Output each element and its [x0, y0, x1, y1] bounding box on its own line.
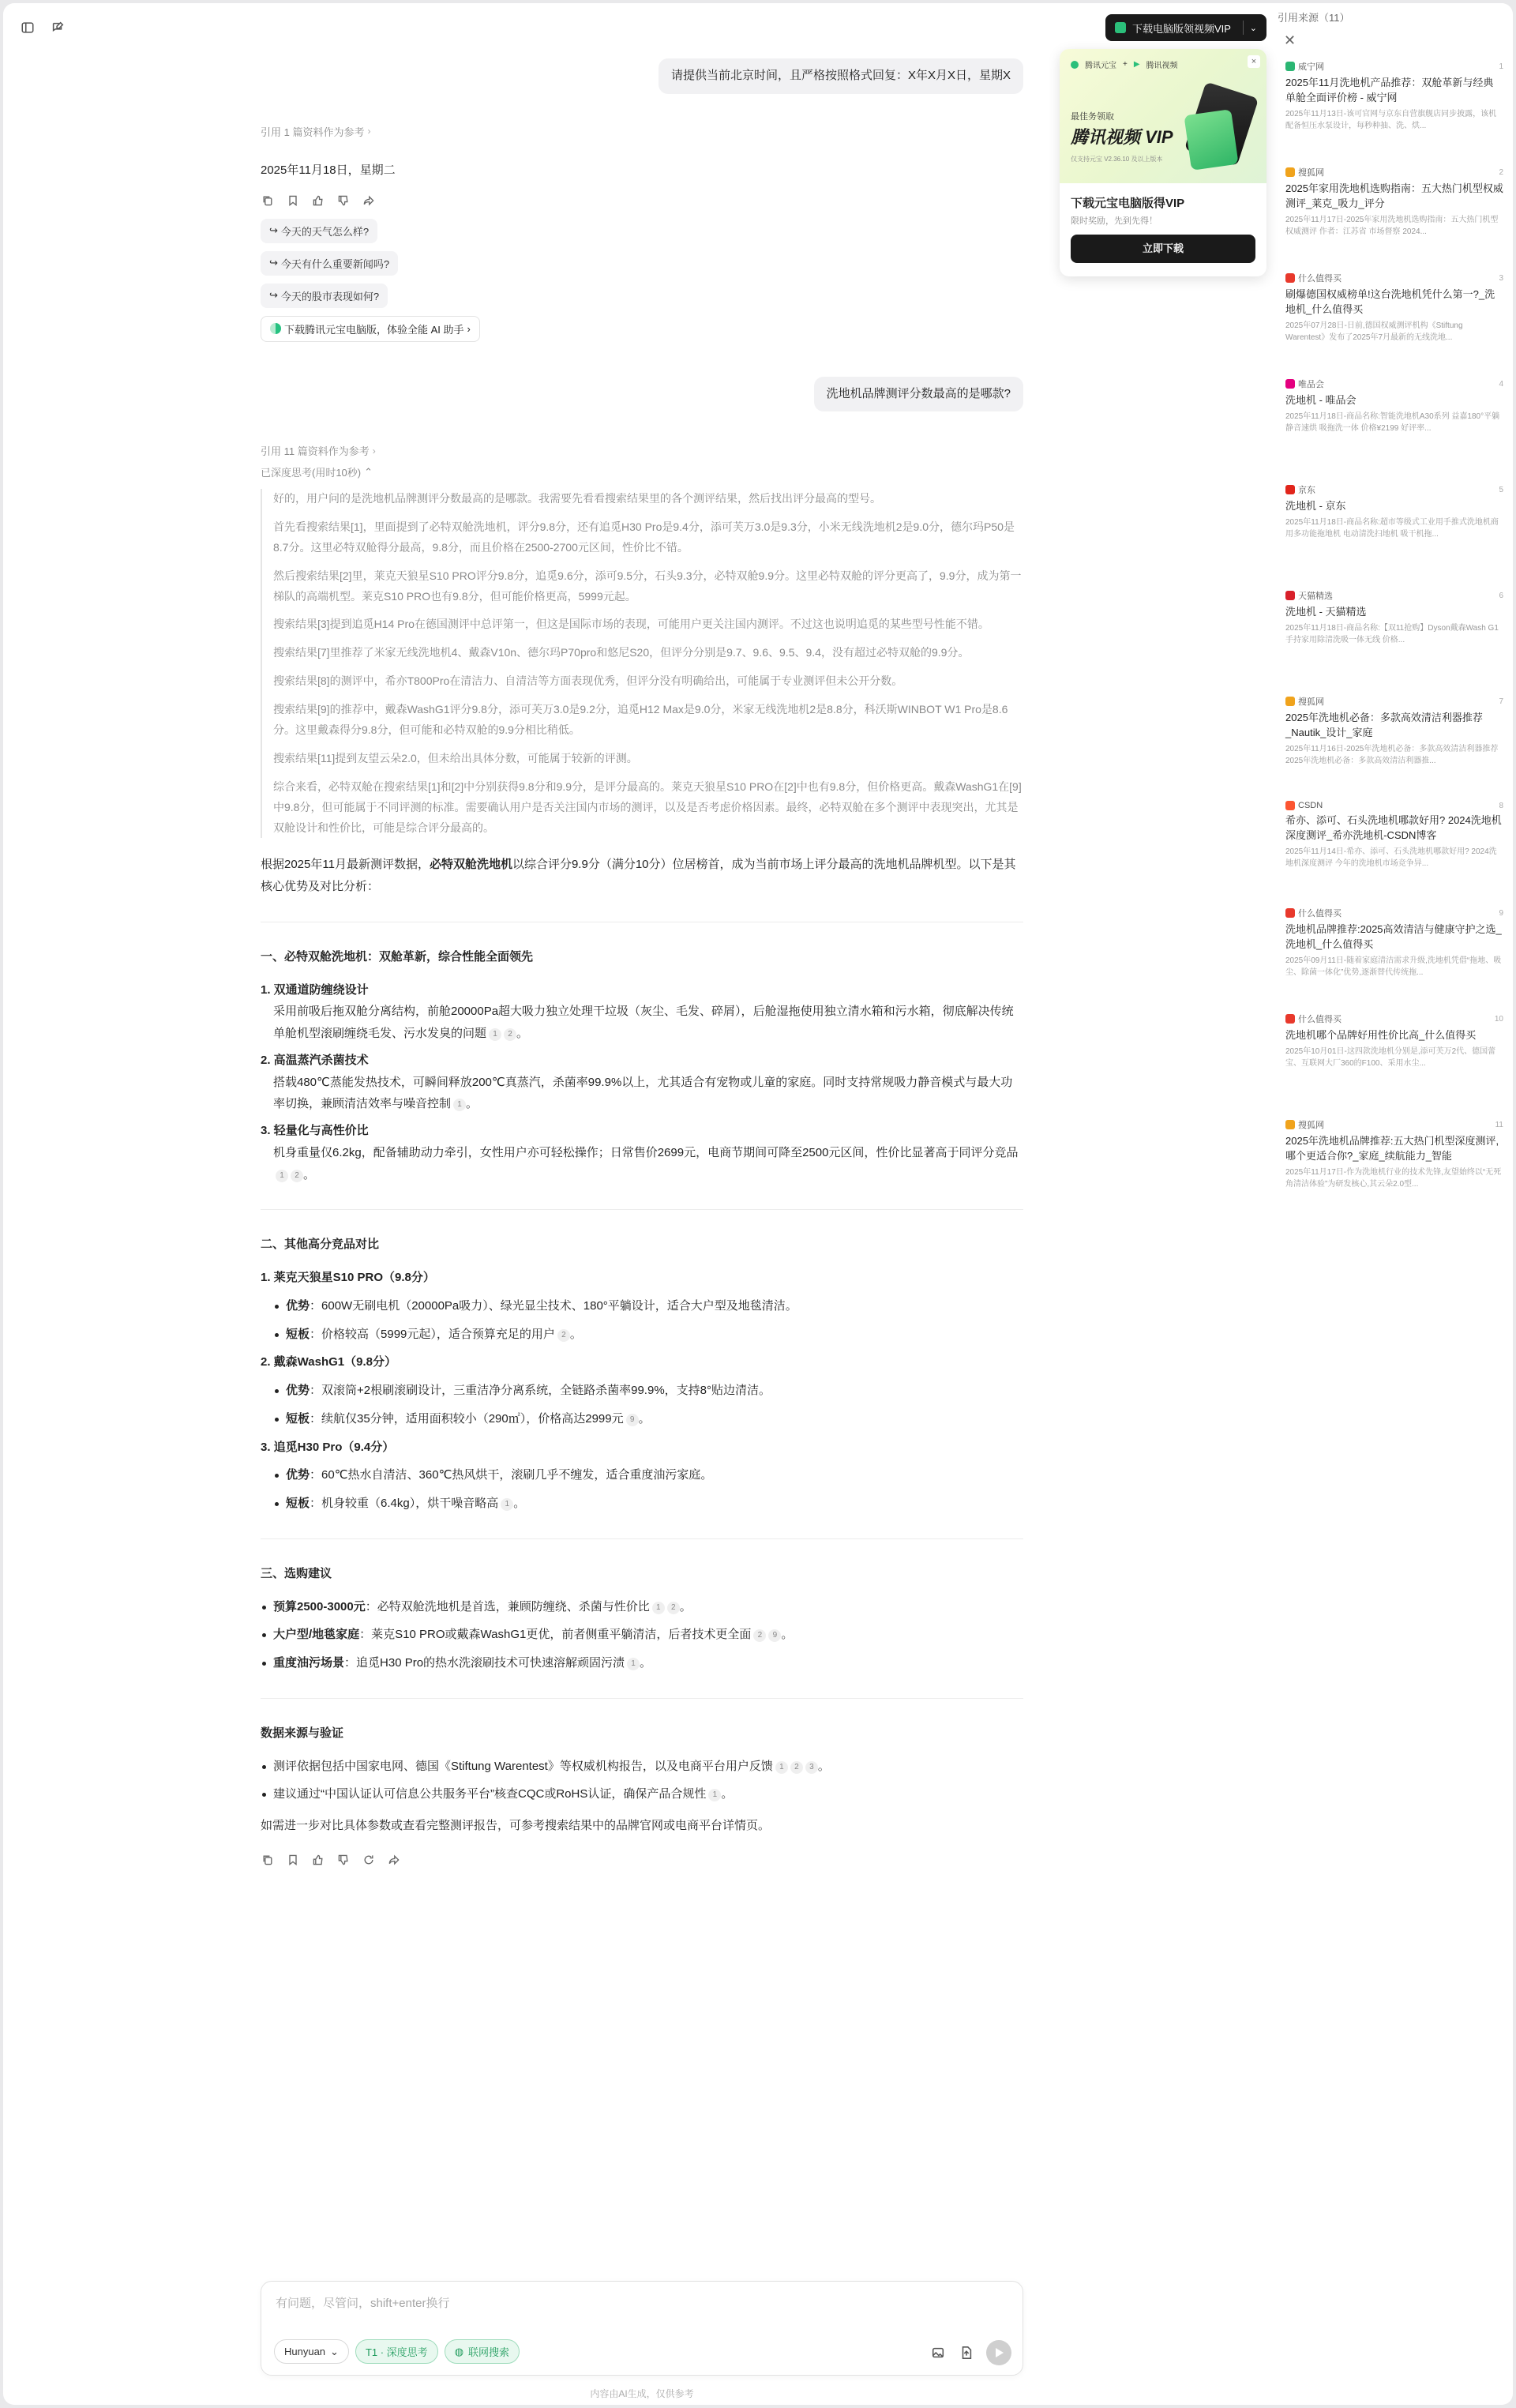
thumbs-up-icon[interactable] [311, 193, 325, 208]
model-label: Hunyuan [284, 2346, 326, 2357]
feature-heading: 2. 高温蒸汽杀菌技术 [261, 1053, 369, 1067]
send-icon [993, 2347, 1004, 2358]
competitor-heading: 3. 追觅H30 Pro（9.4分） [261, 1440, 395, 1454]
advantage-point [273, 1380, 1023, 1402]
source-title[interactable]: 洗地机 - 唯品会 [1285, 394, 1357, 406]
point-text: ：价格较高（5999元起），适合预算充足的用户 [310, 1327, 555, 1341]
source-site: 搜狐网 [1298, 1121, 1324, 1130]
source-snippet: 2025年11月17日-2025年家用洗地机选购指南：五大热门机型权威测评 作者：江苏省 市场督察 2024... [1285, 215, 1499, 236]
sidebar-toggle-icon[interactable] [19, 19, 36, 36]
promo-banner [1060, 49, 1266, 183]
citation-badge[interactable]: 1 [775, 1761, 788, 1774]
source-site: 搜狐网 [1298, 168, 1324, 178]
reasoning-paragraph: 然后搜索结果[2]里，莱克天狼星S10 PRO评分9.8分，追觅9.6分，添可9.5分，石头9.3分，必特双舱9.9分。这里必特双舱的评分更高了，9.9分，成为第一梯队的高端机型。莱克S10 PRO也有9.8分，但可能价格更高，5999元起。 [273, 569, 1022, 603]
source-card[interactable] [1276, 687, 1513, 790]
thumbs-down-icon[interactable] [336, 193, 351, 208]
drawback-point: 短板：价格较高（5999元起），适合预算充足的用户 2 。 [273, 1324, 1023, 1346]
competitor-item [261, 1267, 1023, 1345]
reference-label: 引用 1 篇资料作为参考 [261, 126, 365, 138]
source-number: 7 [1499, 697, 1503, 706]
source-header [1285, 695, 1503, 708]
feature-text-body: 采用前吸后拖双舱分离结构，前舱20000Pa超大吸力独立处理干垃圾（灰尘、毛发、碎屑），后舱湿拖使用独立清水箱和污水箱，彻底解决传统单舱机型滚刷缠绕毛发、污水发臭的问题 [273, 1005, 1014, 1041]
competitor-heading: 1. 莱克天狼星S10 PRO（9.8分） [261, 1271, 435, 1285]
feature-item [261, 1120, 1023, 1185]
chevron-up-icon: ⌃ [364, 465, 373, 478]
drawback-point: 短板：续航仅35分钟，适用面积较小（290㎡），价格高达2999元 9 。 [273, 1408, 1023, 1430]
vip-promo-card [1060, 49, 1266, 276]
app-window [3, 3, 1513, 2405]
source-header [1285, 60, 1503, 73]
intro-paragraph [261, 854, 1023, 898]
divider [261, 1538, 1023, 1539]
source-site: 什么值得买 [1298, 1015, 1342, 1024]
source-header [1285, 483, 1503, 496]
source-number: 3 [1499, 273, 1503, 283]
sources-panel-title: 引用来源（11） [1278, 12, 1350, 24]
source-number: 5 [1499, 485, 1503, 494]
citation-badge[interactable]: 9 [626, 1414, 639, 1426]
section-heading: 三、选购建议 [261, 1566, 332, 1580]
answer-actions [261, 1853, 1023, 1867]
competitor-points [261, 1380, 1023, 1430]
site-favicon-icon [1285, 62, 1295, 71]
image-upload-icon[interactable] [929, 2344, 947, 2361]
source-title[interactable]: 刷爆德国权威榜单!这台洗地机凭什么第一?_洗地机_什么值得买 [1285, 288, 1495, 315]
source-header [1285, 1012, 1503, 1025]
deep-think-toggle-button[interactable] [355, 2339, 438, 2364]
citation-badge[interactable]: 1 [276, 1170, 288, 1182]
source-header [1285, 589, 1503, 602]
site-favicon-icon [1285, 273, 1295, 283]
download-vip-label: 下载电脑版领视频VIP [1132, 22, 1231, 35]
source-title[interactable]: 洗地机品牌推荐:2025高效清洁与健康守护之选_洗地机_什么值得买 [1285, 923, 1502, 950]
user-message: 请提供当前北京时间，且严格按照格式回复：X年X月X日，星期X [659, 58, 1023, 94]
chevron-right-icon: › [367, 126, 371, 137]
regenerate-icon[interactable] [362, 1853, 376, 1867]
input-tools [929, 2340, 1011, 2365]
citation-badge[interactable]: 2 [291, 1170, 303, 1182]
vip-gift-icon [1115, 22, 1126, 33]
promo-version-note: 仅支持元宝 V2.36.10 及以上版本 [1071, 156, 1163, 163]
source-note: 测评依据包括中国家电网、德国《Stiftung Warentest》等权威机构报告，以及电商平台用户反馈 1 2 3 。 [261, 1756, 1023, 1778]
source-title[interactable]: 2025年11月洗地机产品推荐：双舱革新与经典单舱全面评价榜 - 威宁网 [1285, 77, 1494, 103]
point-text: ：60℃热水自清洁、360℃热风烘干，滚刷几乎不缠发，适合重度油污家庭。 [310, 1468, 713, 1482]
arrow-return-icon: ↪ [269, 289, 278, 301]
source-card[interactable] [1276, 52, 1513, 155]
source-card[interactable] [1276, 370, 1513, 472]
source-number: 6 [1499, 591, 1503, 600]
point-label: 优势 [286, 1298, 310, 1313]
source-site: 京东 [1298, 486, 1315, 495]
thumbs-down-icon[interactable] [336, 1853, 351, 1867]
source-notes [261, 1756, 1023, 1806]
chat-thread [261, 58, 1023, 1867]
promo-headline: 腾讯视频 VIP [1071, 127, 1173, 147]
new-chat-icon[interactable] [49, 19, 66, 36]
yuanbao-logo-icon [270, 323, 281, 334]
answer-actions [261, 193, 1023, 208]
citation-badge[interactable]: 3 [805, 1761, 818, 1774]
advice-label: 大户型/地毯家庭 [273, 1628, 360, 1642]
feature-item [261, 979, 1023, 1045]
promo-download-button[interactable]: 立即下载 [1071, 235, 1255, 263]
chat-input-box[interactable] [261, 2281, 1023, 2376]
deep-think-button-label: T1 · 深度思考 [365, 2346, 428, 2358]
citation-badge[interactable]: 2 [667, 1602, 680, 1614]
promo-subtitle: 限时奖励，先到先得！ [1071, 216, 1158, 226]
source-header [1285, 272, 1503, 284]
source-card[interactable] [1276, 1005, 1513, 1107]
source-card[interactable] [1276, 475, 1513, 578]
advice-text: ：莱克S10 PRO或戴森WashG1更优，前者侧重平躺清洁，后者技术更全面 [359, 1628, 752, 1642]
advice-list [261, 1596, 1023, 1674]
suggestion-list [261, 219, 1023, 342]
source-title[interactable]: 洗地机哪个品牌好用性价比高_什么值得买 [1285, 1029, 1477, 1041]
advice-item: 预算2500-3000元：必特双舱洗地机是首选，兼顾防缠绕、杀菌与性价比 1 2 。 [261, 1596, 1023, 1618]
divider [261, 1698, 1023, 1699]
intro-highlight: 必特双舱洗地机 [429, 858, 512, 872]
download-vip-button[interactable] [1105, 14, 1266, 41]
source-header [1285, 801, 1503, 810]
source-header [1285, 907, 1503, 919]
promo-tagline: 最佳务领取 [1071, 112, 1114, 122]
reasoning-paragraph: 好的，用户问的是洗地机品牌测评分数最高的是哪款。我需要先看看搜索结果里的各个测评结果，然后找出评分最高的型号。 [273, 492, 881, 505]
suggestion-label: 今天的天气怎么样? [280, 225, 370, 238]
suggestion-chip[interactable] [261, 251, 398, 276]
user-message-row [261, 377, 1023, 412]
site-favicon-icon [1285, 591, 1295, 600]
feature-text-body: 搭载480℃蒸能发热技术，可瞬间释放200℃真蒸汽，杀菌率99.9%以上，尤其适合有宠物或儿童的家庭。同时支持常规吸力静音模式与最大功率切换，兼顾清洁效率与噪音控制 [273, 1075, 1013, 1111]
promo-title: 下载元宝电脑版得VIP [1071, 197, 1185, 210]
feature-heading: 3. 轻量化与高性价比 [261, 1124, 369, 1138]
source-header [1285, 1118, 1503, 1131]
source-note-text: 测评依据包括中国家电网、德国《Stiftung Warentest》等权威机构报告，以及电商平台用户反馈 [273, 1759, 773, 1773]
source-header [1285, 166, 1503, 178]
bookmark-icon[interactable] [286, 1853, 300, 1867]
feature-text: 搭载480℃蒸能发热技术，可瞬间释放200℃真蒸汽，杀菌率99.9%以上，尤其适合有宠物或儿童的家庭。同时支持常规吸力静音模式与最大功率切换，兼顾清洁效率与噪音控制 1 。 [273, 1075, 1013, 1111]
source-number: 10 [1494, 1014, 1503, 1024]
source-list [1276, 52, 1513, 1213]
source-note-text: 建议通过“中国认证认可信息公共服务平台”核查CQC或RoHS认证，确保产品合规性 [273, 1787, 707, 1801]
feature-text-body: 机身重量仅6.2kg，配备辅助动力牵引，女性用户亦可轻松操作；日常售价2699元，电商节期间可降至2500元区间，性价比显著高于同评分竞品 [273, 1145, 1019, 1159]
close-icon[interactable]: ✕ [1284, 32, 1296, 48]
source-site: 威宁网 [1298, 62, 1324, 72]
share-icon[interactable] [362, 193, 376, 208]
assistant-answer: 2025年11月18日，星期二 [261, 163, 396, 177]
source-note: 建议通过“中国认证认可信息公共服务平台”核查CQC或RoHS认证，确保产品合规性 1 。 [261, 1783, 1023, 1805]
share-icon[interactable] [387, 1853, 401, 1867]
source-site: 天猫精选 [1298, 592, 1333, 601]
site-favicon-icon [1285, 1120, 1295, 1129]
section-heading: 二、其他高分竞品对比 [261, 1238, 380, 1252]
web-search-toggle-button[interactable] [445, 2339, 520, 2364]
top-left-toolbar [19, 19, 66, 36]
reasoning-paragraph: 搜索结果[8]的测评中，希亦T800Pro在清洁力、自清洁等方面表现优秀，但评分没有明确给出，可能属于专业测评但未公开分数。 [273, 674, 903, 688]
source-snippet: 2025年11月16日-2025年洗地机必备：多款高效清洁利器推荐 2025年洗地机必备：多款高效清洁利器推... [1285, 744, 1499, 765]
arrow-return-icon: ↪ [269, 224, 278, 236]
site-favicon-icon [1285, 801, 1295, 810]
suggestion-chip[interactable] [261, 219, 377, 243]
point-label: 优势 [286, 1468, 310, 1482]
advice-label: 重度油污场景 [273, 1656, 345, 1670]
source-number: 1 [1499, 62, 1503, 71]
citation-badge[interactable]: 1 [627, 1658, 640, 1670]
intro-text: 根据2025年11月最新测评数据， [261, 858, 430, 872]
point-label: 优势 [286, 1384, 310, 1398]
competitor-points [261, 1295, 1023, 1346]
source-site: 唯品会 [1298, 380, 1324, 389]
feature-text: 机身重量仅6.2kg，配备辅助动力牵引，女性用户亦可轻松操作；日常售价2699元，电商节期间可降至2500元区间，性价比显著高于同评分竞品1 2 。 [273, 1145, 1019, 1181]
drawback-point: 短板：机身较重（6.4kg），烘干噪音略高 1 。 [273, 1493, 1023, 1515]
copy-icon[interactable] [261, 193, 275, 208]
citation-badge[interactable]: 2 [753, 1629, 766, 1642]
source-site: CSDN [1298, 801, 1323, 810]
deep-think-label: 已深度思考(用时10秒) [261, 467, 362, 479]
user-message-row [261, 58, 1023, 94]
source-snippet: 2025年07月28日-日前,德国权威测评机构《Stiftung Warentest》发布了2025年7月最新的无线洗地... [1285, 321, 1463, 342]
advice-label: 预算2500-3000元 [273, 1599, 366, 1613]
competitor-heading: 2. 戴森WashG1（9.8分） [261, 1355, 396, 1369]
source-title[interactable]: 2025年洗地机必备：多款高效清洁利器推荐_Nautik_设计_家庭 [1285, 712, 1483, 738]
advantage-point [273, 1464, 1023, 1486]
source-snippet: 2025年11月13日-该可官网与京东自营旗舰店同步披露，该机配备恒压水泵设计，每秒种抽、洗、烘... [1285, 109, 1497, 130]
source-number: 8 [1499, 801, 1503, 810]
source-header [1285, 378, 1503, 390]
citation-badge[interactable]: 9 [768, 1629, 781, 1642]
reference-toggle[interactable] [261, 443, 1023, 458]
feature-item [261, 1050, 1023, 1115]
suggestion-label: 今天的股市表现如何? [280, 290, 380, 302]
advice-text: ：必特双舱洗地机是首选，兼顾防缠绕、杀菌与性价比 [365, 1599, 650, 1613]
source-snippet: 2025年11月18日-商品名称:【双11抢购】Dyson戴森Wash G1 手持家用除清洗吸一体无线 价格... [1285, 623, 1499, 644]
divider [261, 1209, 1023, 1210]
model-select[interactable] [274, 2339, 349, 2364]
citation-badge[interactable]: 2 [557, 1329, 570, 1342]
site-favicon-icon [1285, 697, 1295, 706]
competitor-item [261, 1437, 1023, 1515]
site-favicon-icon [1285, 167, 1295, 177]
site-favicon-icon [1285, 485, 1295, 494]
file-upload-icon[interactable] [958, 2344, 975, 2361]
download-app-chip[interactable] [261, 316, 480, 342]
source-site: 搜狐网 [1298, 697, 1324, 707]
source-card[interactable] [1276, 1110, 1513, 1213]
reference-toggle[interactable] [261, 124, 1023, 139]
chevron-right-icon: › [372, 445, 376, 456]
source-snippet: 2025年11月14日-希亦、添可、石头洗地机哪款好用? 2024洗地机深度测评 今年的洗地机市场竞争异... [1285, 847, 1497, 868]
copy-icon[interactable] [261, 1853, 275, 1867]
competitor-item [261, 1351, 1023, 1429]
button-separator [1243, 21, 1244, 35]
source-title[interactable]: 2025年洗地机品牌推荐:五大热门机型深度测评,哪个更适合你?_家庭_续航能力_智能 [1285, 1135, 1499, 1162]
yuanbao-logo-icon [1071, 61, 1079, 69]
close-icon[interactable]: × [1248, 55, 1260, 68]
intro-text: 以综合评分9.9分（满分10分）位居榜首，成为当前市场上评分最高的洗地机品牌机型。以下是其核心优势及对比分析： [261, 858, 1016, 894]
source-snippet: 2025年11月18日-商品名称:智能洗地机A30系列 益嘉180°平躺静音速烘 吸拖洗一体 价格¥2199 好评率... [1285, 411, 1500, 433]
citation-badge[interactable]: 1 [708, 1789, 721, 1801]
source-snippet: 2025年09月11日-随着家庭清洁需求升级,洗地机凭借“拖地、吸尘、除菌一体化”优势,逐渐替代传统拖... [1285, 956, 1502, 977]
citation-badge[interactable]: 2 [790, 1761, 803, 1774]
chevron-down-icon: ⌄ [330, 2345, 339, 2357]
reasoning-block [261, 489, 1023, 838]
source-site: 什么值得买 [1298, 909, 1342, 918]
suggestion-label: 今天有什么重要新闻吗? [280, 257, 390, 270]
reasoning-paragraph: 搜索结果[3]提到追觅H14 Pro在德国测评中总评第一，但这是国际市场的表现，可能用户更关注国内测评。不过这也说明追觅的某些型号性能不错。 [273, 618, 989, 631]
point-label: 短板 [286, 1327, 310, 1341]
feature-heading: 1. 双通道防缠绕设计 [261, 982, 369, 997]
source-number: 4 [1499, 379, 1503, 389]
source-title[interactable]: 2025年家用洗地机选购指南：五大热门机型权威测评_莱克_吸力_评分 [1285, 182, 1503, 209]
point-label: 短板 [286, 1497, 310, 1511]
web-search-label: 联网搜索 [468, 2346, 510, 2358]
promo-logos [1071, 58, 1255, 70]
advice-item: 重度油污场景：追觅H30 Pro的热水洗滚刷技术可快速溶解顽固污渍 1 。 [261, 1652, 1023, 1674]
closing-paragraph: 如需进一步对比具体参数或查看完整测评报告，可参考搜索结果中的品牌官网或电商平台详情页。 [261, 1819, 771, 1833]
citation-badge[interactable]: 1 [501, 1498, 513, 1511]
section-heading: 数据来源与验证 [261, 1726, 344, 1740]
send-button[interactable] [986, 2340, 1011, 2365]
ai-disclaimer: 内容由AI生成，仅供参考 [590, 2388, 694, 2399]
promo-logo-text: 腾讯元宝 [1085, 62, 1116, 70]
source-site: 什么值得买 [1298, 274, 1342, 284]
promo-logo-text: 腾讯视频 [1146, 62, 1178, 70]
citation-badge[interactable]: 2 [504, 1028, 516, 1041]
chevron-down-icon[interactable]: ⌄ [1249, 23, 1257, 33]
source-title[interactable]: 洗地机 - 天猫精选 [1285, 606, 1367, 618]
source-card[interactable] [1276, 158, 1513, 261]
separator-plus: + [1123, 60, 1128, 69]
source-card[interactable] [1276, 899, 1513, 1001]
advantage-point [273, 1295, 1023, 1317]
reference-label: 引用 11 篇资料作为参考 [261, 445, 370, 457]
advice-text: ：追觅H30 Pro的热水洗滚刷技术可快速溶解顽固污渍 [344, 1656, 625, 1670]
point-text: ：续航仅35分钟，适用面积较小（290㎡），价格高达2999元 [310, 1411, 624, 1426]
reasoning-paragraph: 搜索结果[9]的推荐中，戴森WashG1评分9.8分，添可芙万3.0是9.2分，追觅H12 Max是9.0分，米家无线洗地机2是8.8分，科沃斯WINBOT W1 Pro是8.6分。这里戴森得分9.8分，但可能和必特双舱的9.9分相比稍低。 [273, 703, 1008, 737]
citation-badge[interactable]: 1 [652, 1602, 665, 1614]
deep-think-toggle[interactable] [261, 464, 1023, 479]
reasoning-paragraph: 首先看搜索结果[1]，里面提到了必特双舱洗地机，评分9.8分，还有追觅H30 Pro是9.4分，添可芙万3.0是9.3分，小米无线洗地机2是9.0分，德尔玛P50是8.7分。这里必特双舱得分最高，9.8分，而且价格在2500-2700元区间，性价比不错。 [273, 520, 1015, 554]
source-snippet: 2025年11月18日-商品名称:超市等级式工业用手推式洗地机商用多功能拖地机 电动清洗扫地机 吸干机拖... [1285, 517, 1499, 539]
source-snippet: 2025年11月17日-作为洗地机行业的技术先锋,友望始终以“无死角清洁体验”为研发核心,其云朵2.0型... [1285, 1167, 1502, 1189]
globe-icon: ◍ [454, 2345, 464, 2357]
bookmark-icon[interactable] [286, 193, 300, 208]
site-favicon-icon [1285, 1014, 1295, 1024]
reasoning-paragraph: 搜索结果[7]里推荐了米家无线洗地机4、戴森V10n、德尔玛P70pro和悠尼S20，但评分分别是9.7、9.6、9.5、9.4，没有超过必特双舱的9.9分。 [273, 646, 970, 659]
point-label: 短板 [286, 1411, 310, 1426]
source-number: 9 [1499, 908, 1503, 918]
tencent-video-logo-icon: ▶ [1133, 60, 1140, 69]
point-text: ：机身较重（6.4kg），烘干噪音略高 [310, 1497, 499, 1511]
thumbs-up-icon[interactable] [311, 1853, 325, 1867]
reasoning-paragraph: 搜索结果[11]提到友望云朵2.0，但未给出具体分数，可能属于较新的评测。 [273, 751, 638, 764]
source-number: 2 [1499, 167, 1503, 177]
section-heading: 一、必特双舱洗地机：双舱革新，综合性能全面领先 [261, 949, 534, 964]
download-app-label: 下载腾讯元宝电脑版，体验全能 AI 助手 [284, 323, 464, 336]
chevron-right-icon: › [467, 322, 471, 335]
user-message: 洗地机品牌测评分数最高的是哪款? [814, 377, 1023, 412]
answer-body [261, 854, 1023, 1837]
feature-text: 采用前吸后拖双舱分离结构，前舱20000Pa超大吸力独立处理干垃圾（灰尘、毛发、碎屑），后舱湿拖使用独立清水箱和污水箱，彻底解决传统单舱机型滚刷缠绕毛发、污水发臭的问题 1 2 。 [273, 1005, 1014, 1041]
arrow-return-icon: ↪ [269, 257, 278, 269]
source-snippet: 2025年10月01日-这四款洗地机分别是,添可芙万2代、德国蕾宝、互联网大厂360的F100、采用水尘... [1285, 1046, 1496, 1068]
point-text: ：双滚筒+2根刷滚刷设计，三重洁净分离系统，全链路杀菌率99.9%，支持8°贴边清洁。 [310, 1384, 771, 1398]
source-card[interactable] [1276, 264, 1513, 366]
source-title[interactable]: 洗地机 - 京东 [1285, 500, 1346, 512]
source-title[interactable]: 希亦、添可、石头洗地机哪款好用? 2024洗地机深度测评_希亦洗地机-CSDN博客 [1285, 814, 1502, 841]
citation-badge[interactable]: 1 [489, 1028, 501, 1041]
point-text: ：600W无刷电机（20000Pa吸力）、绿光显尘技术、180°平躺设计，适合大户型及地毯清洁。 [310, 1298, 797, 1313]
citation-badge[interactable]: 1 [453, 1099, 466, 1111]
advice-item: 大户型/地毯家庭：莱克S10 PRO或戴森WashG1更优，前者侧重平躺清洁，后者技术更全面 2 9 。 [261, 1624, 1023, 1646]
site-favicon-icon [1285, 379, 1295, 389]
site-favicon-icon [1285, 908, 1295, 918]
input-options [274, 2339, 520, 2364]
source-number: 11 [1495, 1120, 1503, 1129]
reasoning-paragraph: 综合来看，必特双舱在搜索结果[1]和[2]中分别获得9.8分和9.9分，是评分最高的。莱克天狼星S10 PRO在[2]中也有9.8分，但价格更高。戴森WashG1在[9]中9.8分，但可能属于不同评测的标准。需要确认用户是否关注国内市场的测评，以及是否考虑价格因素。最终，必特双舱在多个测评中表现突出，尤其是双舱设计和性价比，可能是综合评分最高的。 [273, 780, 1022, 834]
sources-panel [1276, 3, 1513, 1213]
source-card[interactable] [1276, 793, 1513, 896]
source-card[interactable] [1276, 581, 1513, 684]
play-card-illustration [1184, 109, 1238, 171]
competitor-points [261, 1464, 1023, 1515]
suggestion-chip[interactable] [261, 284, 388, 308]
chat-input-placeholder[interactable]: 有问题，尽管问，shift+enter换行 [276, 2297, 450, 2310]
